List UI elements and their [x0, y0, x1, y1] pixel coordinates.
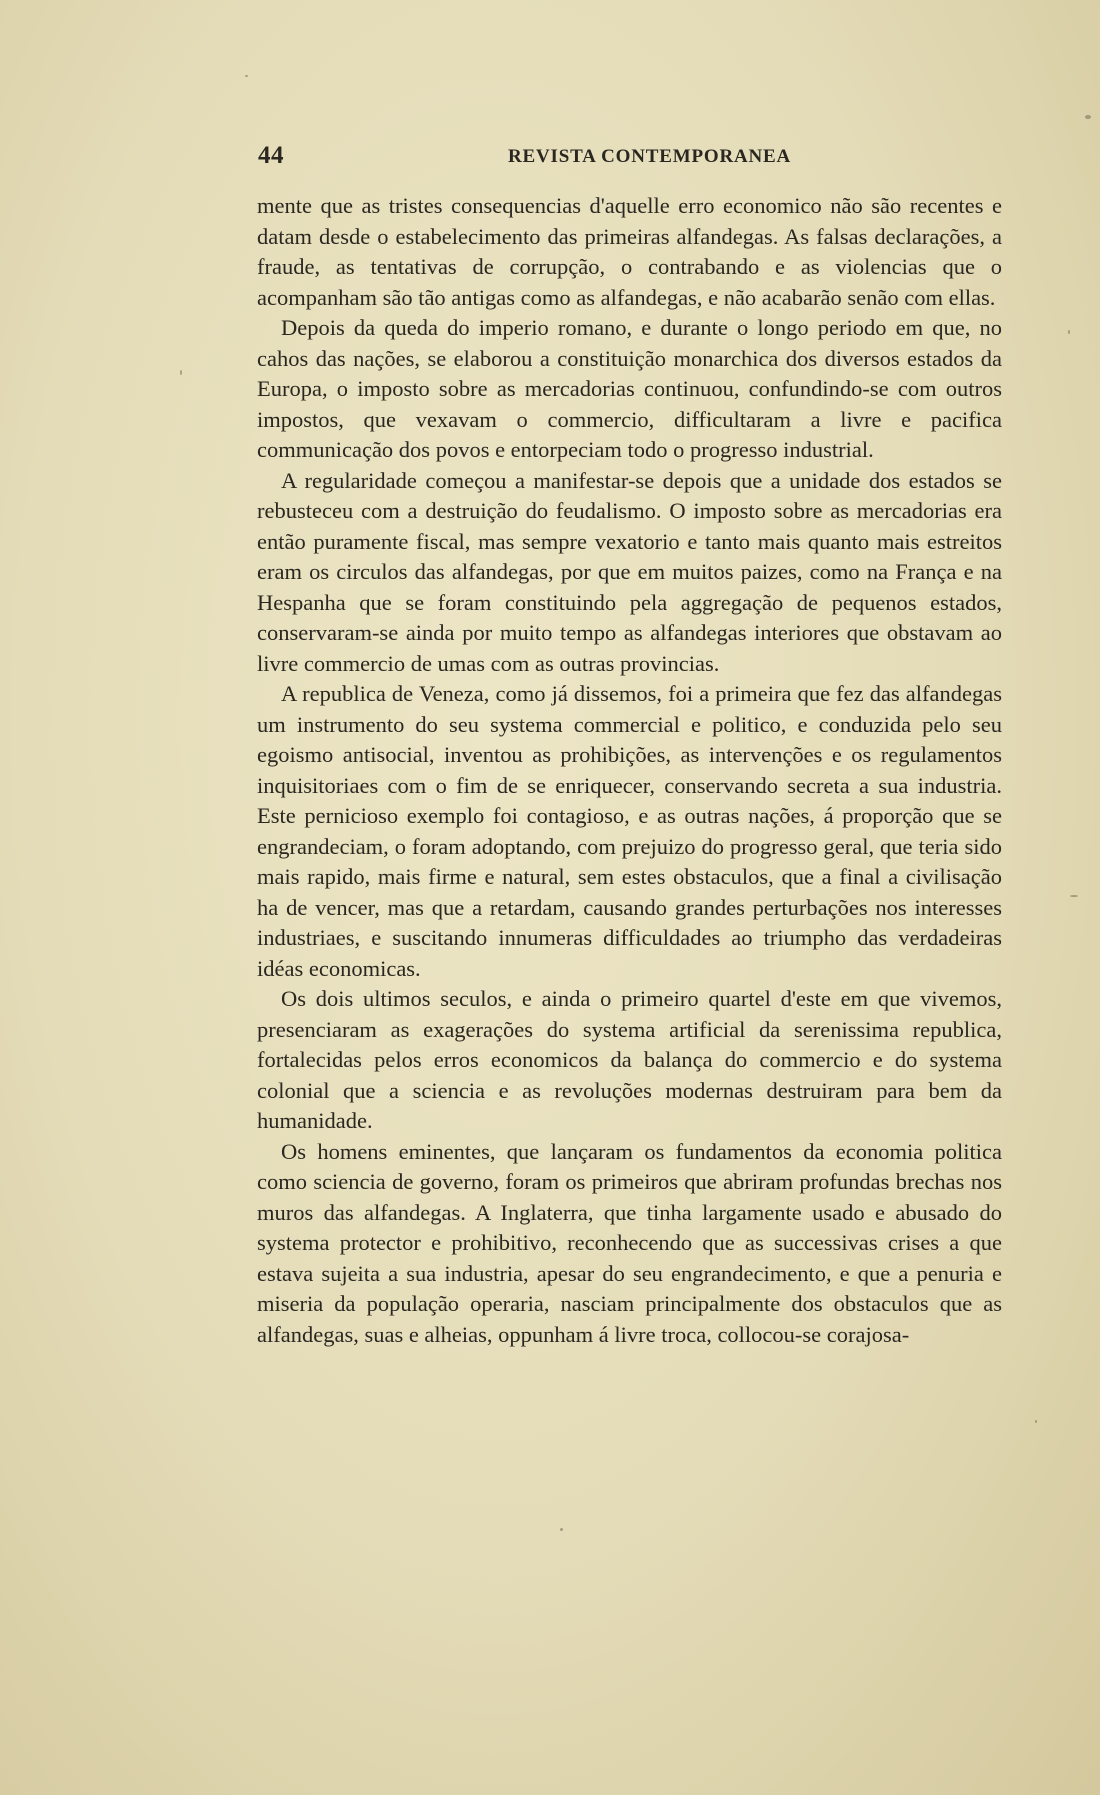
- paper-speck: [1085, 115, 1091, 119]
- paper-speck: [560, 1528, 563, 1531]
- paragraph-1: mente que as tristes consequencias d'aquelle erro economico não são recentes e datam desde o estabelecimento das primeiras alfandegas. As falsas declarações, a fraude, as tentativas de corrupção, o contrabando e as violencias que o acompanham são tão antigas como as alfandegas, e não acabarão senão com ellas.: [257, 193, 1002, 310]
- paragraph-2: Depois da queda do imperio romano, e durante o longo periodo em que, no cahos das nações, se elaborou a constituição monarchica dos diversos estados da Europa, o imposto sobre as mercadorias continuou, confundindo-se com outros impostos, que vexavam o commercio, difficultaram a livre e pacifica communicação dos povos e entorpeciam todo o progresso industrial.: [257, 315, 1002, 462]
- paper-speck: [1035, 1420, 1037, 1423]
- running-title: REVISTA CONTEMPORANEA: [508, 146, 792, 167]
- page-header: [258, 142, 1002, 172]
- paper-speck: [1068, 330, 1070, 334]
- body-text: [257, 191, 1002, 1350]
- paper-speck: [180, 370, 182, 375]
- paper-speck: [245, 75, 248, 77]
- paragraph-5: Os dois ultimos seculos, e ainda o primeiro quartel d'este em que vivemos, presenciaram as exagerações do systema artificial da serenissima republica, fortalecidas pelos erros economicos da balança do commercio e do systema colonial que a sciencia e as revoluções modernas destruiram para bem da humanidade.: [257, 986, 1002, 1133]
- paragraph-6: Os homens eminentes, que lançaram os fundamentos da economia politica como sciencia de governo, foram os primeiros que abriram profundas brechas nos muros das alfandegas. A Inglaterra, que tinha largamente usado e abusado do systema protector e prohibitivo, reconhecendo que as successivas crises a que estava sujeita a sua industria, apesar do seu engrandecimento, e que a penuria e miseria da população operaria, nasciam principalmente dos obstaculos que as alfandegas, suas e alheias, oppunham á livre troca, collocou-se corajosa-: [257, 1138, 1002, 1347]
- paragraph-4: A republica de Veneza, como já dissemos, foi a primeira que fez das alfandegas um instrumento do seu systema commercial e politico, e conduzida pelo seu egoismo antisocial, inventou as prohibições, as intervenções e os regulamentos inquisitoriaes com o fim de se enriquecer, conservando secreta a sua industria. Este pernicioso exemplo foi contagioso, e as outras nações, á proporção que se engrandeciam, o foram adoptando, com prejuizo do progresso geral, que teria sido mais rapido, mais firme e natural, sem estes obstaculos, que a final a civilisação ha de vencer, mas que a retardam, causando grandes perturbações nos interesses industriaes, e suscitando innumeras difficuldades ao triumpho das verdadeiras idéas economicas.: [257, 681, 1002, 981]
- paper-speck: [1070, 895, 1078, 897]
- paragraph-3: A regularidade começou a manifestar-se depois que a unidade dos estados se rebusteceu com a destruição do feudalismo. O imposto sobre as mercadorias era então puramente fiscal, mas sempre vexatorio e tanto mais quanto mais estreitos eram os circulos das alfandegas, por que em muitos paizes, como na França e na Hespanha que se foram constituindo pela aggregação de pequenos estados, conservaram-se ainda por muito tempo as alfandegas interiores que obstavam ao livre commercio de umas com as outras provincias.: [257, 467, 1002, 676]
- page-number: 44: [258, 142, 284, 169]
